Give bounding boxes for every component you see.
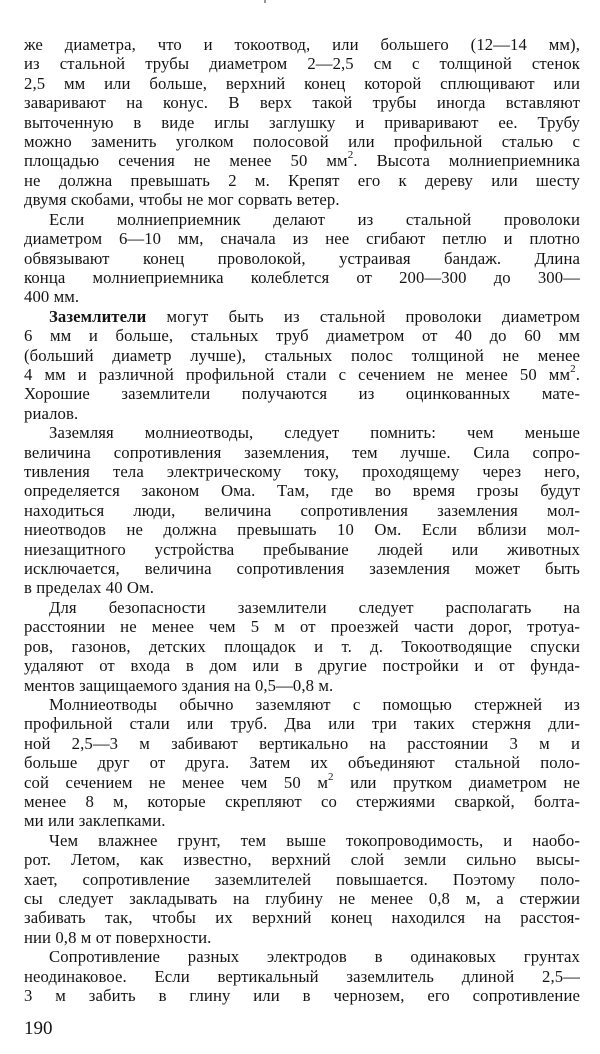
text-line — [49, 307, 580, 326]
text-line: ми или заклепками. — [24, 811, 166, 831]
text-line: ментов защищаемого здания на 0,5—0,8 м. — [24, 675, 334, 695]
text-line: определяется законом Ома. Там, где во время грозы будут — [24, 481, 580, 501]
text-line: ной 2,5—3 м забивают вертикально на расстоянии 3 м и — [24, 733, 580, 753]
text-line: тивления тела электрическому току, проходящему через него, — [24, 462, 580, 481]
superscript: 2 — [347, 149, 354, 162]
text-line: Сопротивление разных электродов в одинаковых грунтах — [49, 947, 580, 967]
text-span: сой сечением не менее чем 50 м — [24, 772, 328, 792]
text-line: сы следует закладывать на глубину не менее 0,8 м, а стержии — [24, 889, 580, 908]
text-span: или прутком диаметром не — [333, 772, 580, 792]
text-line: рот. Летом, как известно, верхний слой земли сильно высы- — [24, 850, 580, 870]
text-span: . Высота молниеприемника — [353, 151, 581, 171]
text-line: можно заменить уголком полосовой или профильной сталью с — [24, 132, 580, 151]
text-span: 4 мм и различной профильной стали с сечением не менее 50 мм — [24, 364, 571, 384]
text-line: ниеотводов не должна превышать 10 Ом. Если вблизи мол- — [24, 520, 580, 540]
text-line — [24, 362, 580, 384]
text-line: в пределах 40 Ом. — [24, 578, 155, 598]
text-line: Для безопасности заземлители следует располагать на — [49, 597, 580, 617]
text-span: площадью сечения не менее 50 мм — [24, 151, 348, 171]
text-line: удаляют от входа в дом или в другие постройки и от фунда- — [24, 656, 580, 676]
superscript: 2 — [327, 770, 334, 783]
text-line: находиться люди, величина сопротивления заземления мол- — [24, 500, 580, 520]
text-line: (больший диаметр лучше), стальных полос толщиной не менее — [24, 345, 580, 365]
text-line: риалов. — [24, 403, 79, 423]
text-line: обвязывают конец проволокой, устраивая бандаж. Длина — [24, 248, 580, 268]
text-line: Хорошие заземлители получаются из оцинкованных мате- — [24, 384, 580, 404]
text-line — [24, 151, 580, 170]
text-line: нии 0,8 м от поверхности. — [24, 927, 212, 947]
text-line: заваривают на конус. В верх такой трубы иногда вставляют — [24, 93, 580, 113]
text-line: исключается, величина сопротивления заземления может быть — [24, 559, 580, 578]
scan-speck — [264, 0, 266, 3]
text-line: больше друг от друга. Затем их объединяют стальной поло- — [24, 753, 580, 773]
text-line: неодинаковое. Если вертикальный заземлитель длиной 2,5— — [24, 966, 580, 986]
text-line — [24, 770, 580, 792]
bold-term: Заземлители — [49, 306, 147, 326]
page-number: 190 — [24, 1018, 53, 1039]
text-line: выточенную в виде иглы заглушку и приваривают ее. Трубу — [24, 112, 580, 132]
text-line: из стальной трубы диаметром 2—2,5 см с толщиной стенок — [24, 54, 580, 74]
text-line: не должна превышать 2 м. Крепят его к дереву или шесту — [24, 170, 580, 190]
text-line: Заземляя молниеотводы, следует помнить: чем меньше — [49, 423, 580, 443]
text-line: двумя скобами, чтобы не мог сорвать ветер. — [24, 190, 340, 210]
text-line: диаметром 6—10 мм, сначала из нее сгибают петлю и плотно — [24, 229, 580, 249]
text-line: конца молниеприемника колеблется от 200—300 до 300— — [24, 267, 580, 287]
text-line: менее 8 м, которые скрепляют со стержиями сваркой, болта- — [24, 791, 580, 811]
text-line: величина сопротивления заземления, тем лучше. Сила сопро- — [24, 442, 580, 462]
text-line: хает, сопротивление заземлителей повышается. Поэтому поло- — [24, 869, 580, 889]
text-line: ров, газонов, детских площадок и т. д. Токоотводящие спуски — [24, 636, 580, 656]
text-span: . — [575, 364, 580, 384]
text-line: Молниеотводы обычно заземляют с помощью стержней из — [49, 694, 580, 714]
text-line: Если молниеприемник делают из стальной проволоки — [49, 209, 580, 229]
text-span: могут быть из стальной проволоки диаметром — [146, 306, 580, 326]
text-line: профильной стали или труб. Два или три таких стержня дли- — [24, 714, 580, 734]
text-line: забивать так, чтобы их верхний конец находился на расстоя- — [24, 908, 580, 928]
text-line: 3 м забить в глину или в чернозем, его сопротивление — [24, 986, 580, 1005]
text-line: ниезащитного устройства пребывание людей или животных — [24, 539, 580, 559]
text-line: расстоянии не менее чем 5 м от проезжей части дорог, тротуа- — [24, 617, 580, 637]
text-line: 2,5 мм или больше, верхний конец которой сплющивают или — [24, 73, 580, 93]
text-line: 6 мм и больше, стальных труб диаметром от 40 до 60 мм — [24, 326, 580, 346]
superscript: 2 — [570, 362, 576, 375]
text-line: же диаметра, что и токоотвод, или большего (12—14 мм), — [24, 35, 580, 54]
text-line: 400 мм. — [24, 287, 80, 307]
text-line: Чем влажнее грунт, тем выше токопроводимость, и наобо- — [49, 830, 580, 850]
